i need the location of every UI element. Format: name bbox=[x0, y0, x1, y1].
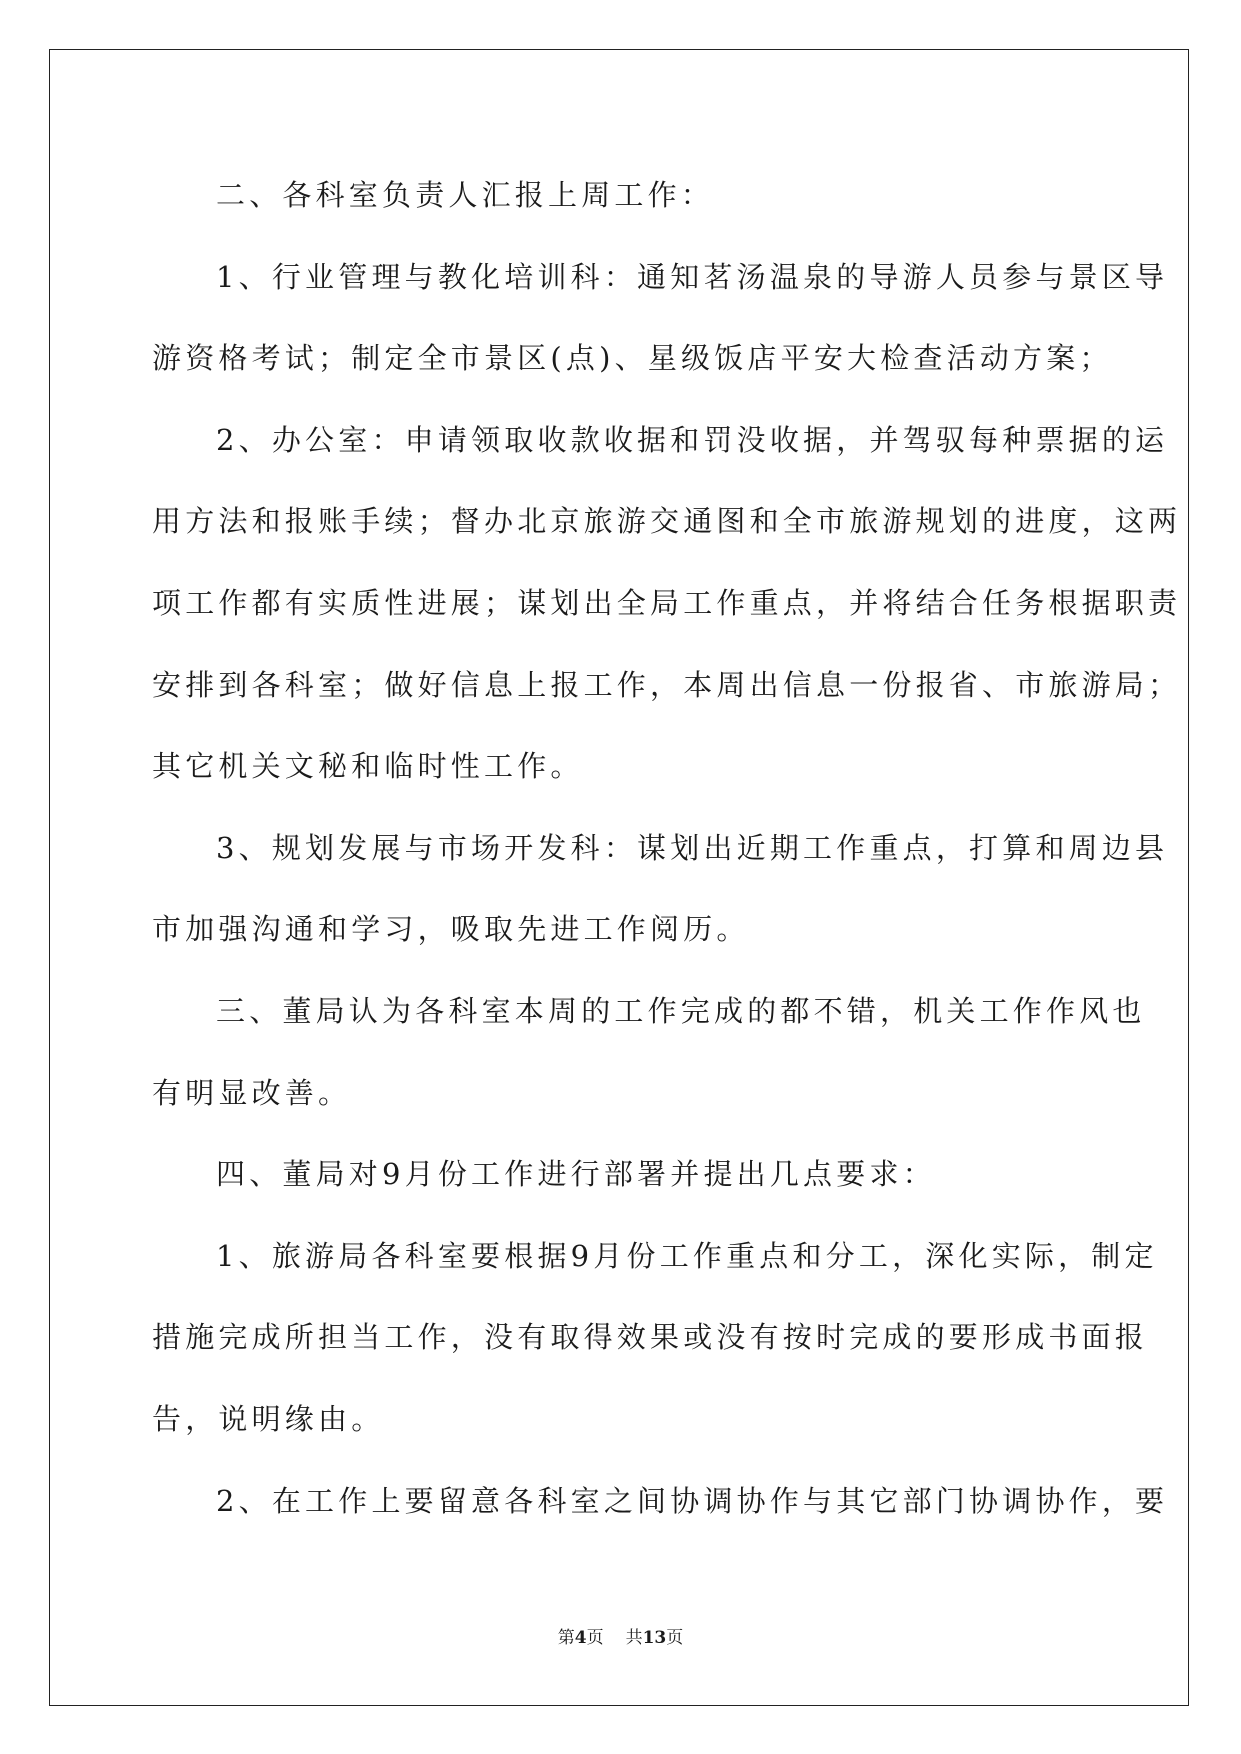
footer-total-prefix: 共 bbox=[625, 1628, 643, 1648]
page-footer bbox=[0, 1623, 1241, 1648]
text-line: 1、旅游局各科室要根据9月份工作重点和分工，深化实际，制定 bbox=[216, 1238, 1158, 1273]
text-line: 游资格考试；制定全市景区(点)、星级饭店平安大检查活动方案； bbox=[152, 341, 1113, 376]
text-line: 二、各科室负责人汇报上周工作： bbox=[216, 178, 715, 212]
text-line: 项工作都有实质性进展；谋划出全局工作重点，并将结合任务根据职责 bbox=[152, 585, 1182, 620]
footer-total-pages: 13 bbox=[642, 1628, 667, 1648]
text-line: 有明显改善。 bbox=[152, 1075, 352, 1110]
footer-page-suffix: 页 bbox=[586, 1628, 604, 1648]
text-line: 3、规划发展与市场开发科：谋划出近期工作重点，打算和周边县 bbox=[216, 830, 1169, 865]
text-line: 1、行业管理与教化培训科：通知茗汤温泉的导游人员参与景区导 bbox=[216, 259, 1169, 294]
text-line: 其它机关文秘和临时性工作。 bbox=[152, 749, 584, 784]
text-line: 告，说明缘由。 bbox=[152, 1401, 385, 1436]
footer-total-suffix: 页 bbox=[666, 1628, 684, 1648]
document-body bbox=[152, 160, 1182, 1547]
text-line: 安排到各科室；做好信息上报工作，本周出信息一份报省、市旅游局； bbox=[152, 667, 1182, 702]
footer-page-number: 4 bbox=[574, 1628, 587, 1648]
text-line: 措施完成所担当工作，没有取得效果或没有按时完成的要形成书面报 bbox=[152, 1320, 1149, 1355]
text-line: 2、在工作上要留意各科室之间协调协作与其它部门协调协作，要 bbox=[216, 1483, 1169, 1518]
footer-page-prefix: 第 bbox=[557, 1628, 575, 1648]
text-line: 2、办公室：申请领取收款收据和罚没收据，并驾驭每种票据的运 bbox=[216, 422, 1169, 457]
text-line: 三、董局认为各科室本周的工作完成的都不错，机关工作作风也 bbox=[216, 993, 1146, 1028]
text-line: 用方法和报账手续；督办北京旅游交通图和全市旅游规划的进度，这两 bbox=[152, 504, 1182, 539]
text-line: 四、董局对9月份工作进行部署并提出几点要求： bbox=[216, 1157, 936, 1192]
text-line: 市加强沟通和学习，吸取先进工作阅历。 bbox=[152, 912, 750, 947]
